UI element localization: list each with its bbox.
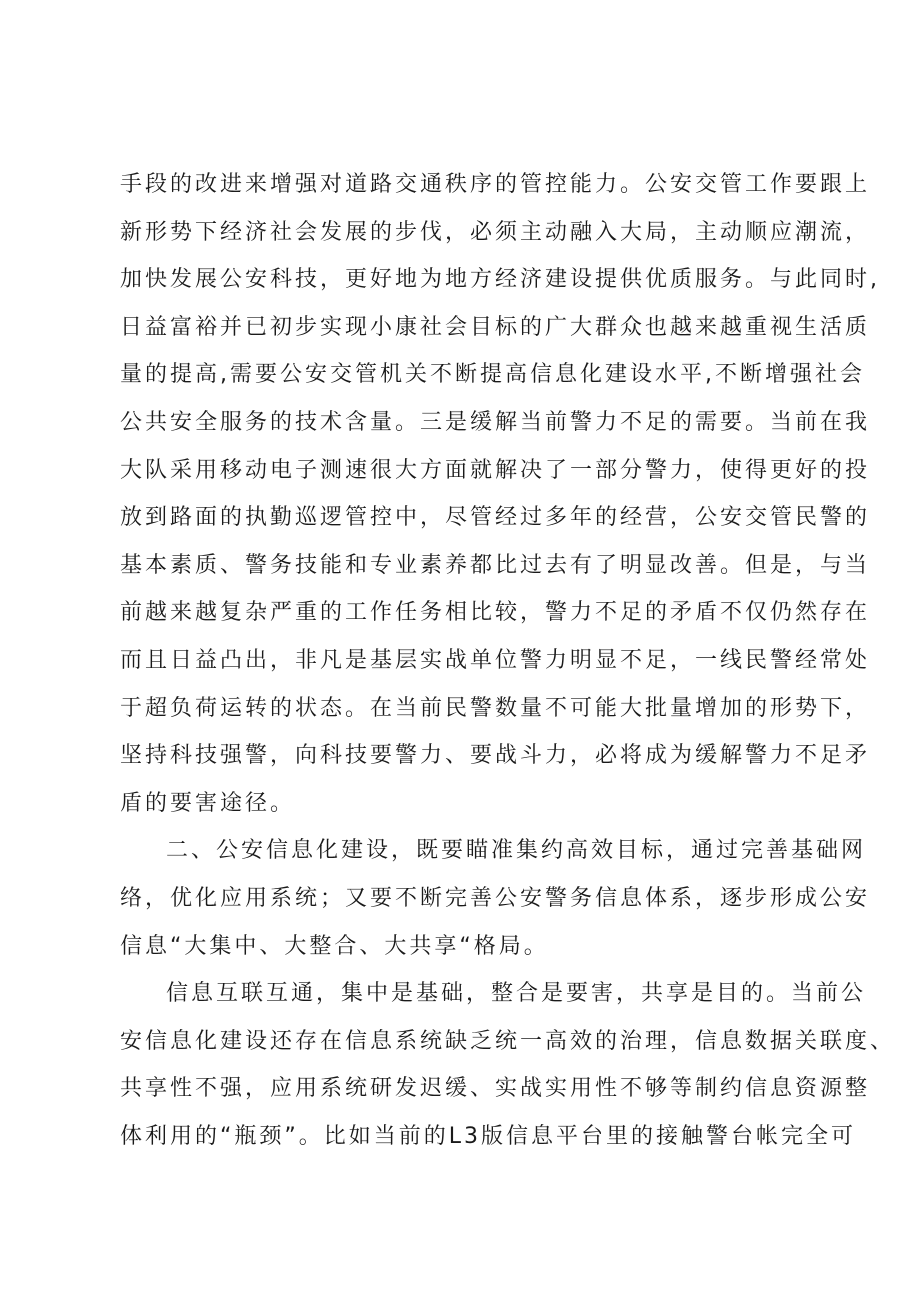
text-line: 大队采用移动电子测速很大方面就解决了一部分警力，使得更好的投	[120, 457, 871, 483]
text-line: 络，优化应用系统；又要不断完善公安警务信息体系，逐步形成公安	[120, 885, 871, 911]
text-line: 盾的要害途径。	[120, 790, 296, 816]
text-line: 量的提高,需要公安交管机关不断提高信息化建设水平,不断增强社会	[120, 362, 865, 388]
text-line: 体利用的“瓶颈”。比如当前的L3版信息平台里的接触警台帐完全可	[120, 1123, 857, 1149]
text-line: 新形势下经济社会发展的步伐，必须主动融入大局，主动顺应潮流，	[120, 219, 871, 245]
text-line: 安信息化建设还存在信息系统缺乏统一高效的治理，信息数据关联度、	[120, 1028, 896, 1054]
text-line: 而且日益凸出，非凡是基层实战单位警力明显不足，一线民警经常处	[120, 647, 871, 673]
text-line: 于超负荷运转的状态。在当前民警数量不可能大批量增加的形势下，	[120, 695, 871, 721]
text-line: 日益富裕并已初步实现小康社会目标的广大群众也越来越重视生活质	[120, 314, 871, 340]
paragraph-start-line: 二、公安信息化建设，既要瞄准集约高效目标，通过完善基础网	[166, 838, 867, 864]
text-line: 手段的改进来增强对道路交通秩序的管控能力。公安交管工作要跟上	[120, 172, 871, 197]
paragraph-start-line: 信息互联互通，集中是基础，整合是要害，共享是目的。当前公	[166, 981, 867, 1007]
body-text	[120, 161, 896, 1160]
text-line: 基本素质、警务技能和专业素养都比过去有了明显改善。但是，与当	[120, 552, 871, 578]
text-line: 放到路面的执勤巡逻管控中，尽管经过多年的经营，公安交管民警的	[120, 505, 871, 531]
text-line: 坚持科技强警，向科技要警力、要战斗力，必将成为缓解警力不足矛	[120, 743, 871, 769]
text-line: 公共安全服务的技术含量。三是缓解当前警力不足的需要。当前在我	[120, 409, 871, 435]
text-line: 信息“大集中、大整合、大共享“格局。	[120, 933, 549, 959]
text-line: 前越来越复杂严重的工作任务相比较，警力不足的矛盾不仅仍然存在	[120, 600, 871, 626]
text-line: 共享性不强，应用系统研发迟缓、实战实用性不够等制约信息资源整	[120, 1076, 871, 1102]
text-line: 加快发展公安科技，更好地为地方经济建设提供优质服务。与此同时,	[120, 267, 880, 293]
